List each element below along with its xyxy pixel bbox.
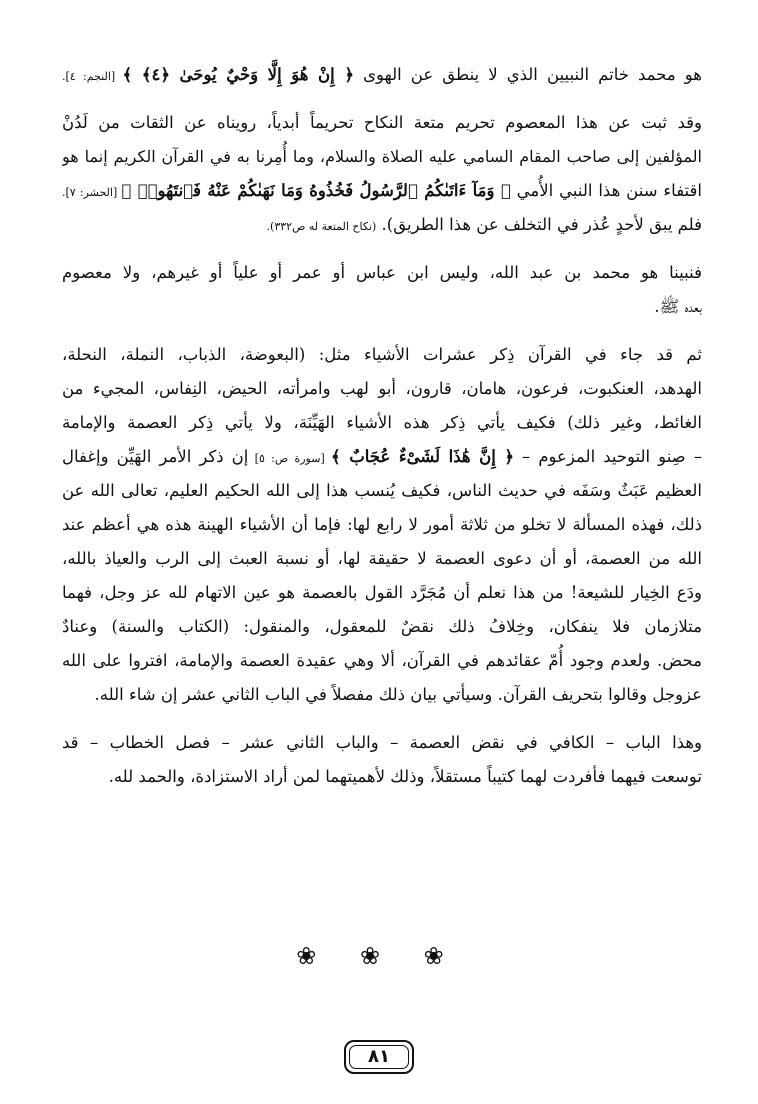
text-line bbox=[62, 440, 702, 474]
text-run: وهذا الباب – الكافي في نقض العصمة – والباب الثاني عشر – فصل الخطاب – قد bbox=[62, 733, 702, 752]
text-line bbox=[62, 106, 702, 140]
text-run: الله من العصمة، أو أن دعوى العصمة لا حقيقة لها، أو نسبة العبث إلى الرب والعياذ بالله، bbox=[62, 549, 702, 568]
text-run: اقتفاء سنن هذا النبي الأُمي bbox=[510, 181, 702, 200]
text-run: المؤلفين إلى صاحب المقام السامي عليه الصلاة والسلام، وما أُمِرنا به في القرآن الكريم إنما هو bbox=[62, 147, 702, 166]
text-run: عزوجل وقالوا بتحريف القرآن. وسيأتي بيان ذلك مفصلاً في الباب الثاني عشر إن شاء الله. bbox=[94, 685, 702, 704]
quran-verse: ﴿ إِنْ هُوَ إِلَّا وَحْيٌ يُوحَىٰ ﴿٤﴾ ﴾ bbox=[122, 65, 354, 84]
paragraph bbox=[62, 256, 702, 324]
text-line bbox=[62, 372, 702, 406]
citation: [سورة ص: ٥] bbox=[248, 452, 332, 465]
section-divider-ornaments: ❀ ❀ ❀ bbox=[296, 942, 462, 970]
text-run: توسعت فيهما فأفردت لهما كتيباً مستقلاً، وذلك لأهميتهما لمن أراد الاستزادة، والحمد لله. bbox=[108, 767, 702, 786]
text-run: إن ذكر الأمر الهَيِّن وإغفال bbox=[62, 447, 249, 466]
text-run: ذلك، فهذه المسألة لا تخلو من ثلاثة أمور لا رابع لها: فإما أن الأشياء الهينة هذه هي أعظم عند bbox=[62, 515, 702, 534]
text-line bbox=[62, 726, 702, 760]
paragraph bbox=[62, 106, 702, 242]
quran-verse: ﴿ وَمَآ ءَاتَىٰكُمُ ٱلرَّسُولُ فَخُذُوهُ وَمَا نَهَىٰكُمْ عَنْهُ فَٱنتَهُوا۟ ﴾ bbox=[121, 181, 511, 200]
text-line bbox=[62, 474, 702, 508]
text-line bbox=[62, 610, 702, 644]
citation: [الحشر: ٧]. bbox=[62, 186, 122, 199]
text-line bbox=[62, 678, 702, 712]
text-line bbox=[62, 338, 702, 372]
text-line bbox=[62, 174, 702, 208]
text-line bbox=[62, 290, 702, 324]
text-run: فلم يبق لأحدٍ عُذر في التخلف عن هذا الطريق). bbox=[376, 215, 702, 234]
text-line bbox=[62, 542, 702, 576]
text-run: متلازمان فلا ينفكان، وخِلافُ ذلك نقضٌ للمعقول، والمنقول: (الكتاب والسنة) وعنادٌ bbox=[62, 617, 702, 636]
text-run: محض. ولعدم وجود أُمّ عقائدهم في القرآن، ألا وهي عقيدة العصمة والإمامة، افتروا على الله bbox=[62, 651, 702, 670]
quran-verse: ﴿ إِنَّ هَٰذَا لَشَىْءٌ عُجَابٌ ﴾ bbox=[331, 447, 514, 466]
text-run: – صِنو التوحيد المزعوم – bbox=[514, 447, 702, 466]
text-run: الهدهد، العنكبوت، فرعون، هامان، قارون، أبو لهب وامرأته، الحيض، النِفاس، المجيء من bbox=[62, 379, 702, 398]
text-line bbox=[62, 508, 702, 542]
page-body bbox=[62, 58, 702, 808]
paragraph bbox=[62, 338, 702, 712]
citation: (نكاح المتعة له ص٣٣٢). bbox=[266, 220, 377, 233]
page-number: ٨١ bbox=[368, 1046, 390, 1067]
text-run: فنبينا هو محمد بن عبد الله، وليس ابن عباس أو عمر أو علياً أو غيرهم، ولا معصوم bbox=[62, 263, 702, 282]
text-line bbox=[62, 208, 702, 242]
text-run: ودَع الخِيار للشيعة! من هذا نعلم أن مُجَرَّد القول بالعصمة هو عين الاتهام لله عز وجل، فهما bbox=[62, 583, 702, 602]
text-line bbox=[62, 760, 702, 794]
text-line bbox=[62, 644, 702, 678]
paragraph bbox=[62, 58, 702, 92]
paragraph bbox=[62, 726, 702, 794]
text-run: ثم قد جاء في القرآن ذِكر عشرات الأشياء مثل: (البعوضة، الذباب، النملة، النحلة، bbox=[62, 345, 702, 364]
text-line bbox=[62, 58, 702, 92]
text-run: وقد ثبت عن هذا المعصوم تحريم متعة النكاح تحريماً أبدياً، رويناه عن الثقات من لَدُنْ bbox=[62, 113, 702, 132]
text-run: بعده ﷺ. bbox=[654, 297, 702, 316]
citation: [النجم: ٤]. bbox=[62, 70, 123, 83]
text-line bbox=[62, 140, 702, 174]
text-line bbox=[62, 256, 702, 290]
text-run: الغائط، وغير ذلك) فكيف يأتي ذِكر هذه الأشياء الهَيِّنَة، ولا يأتي ذِكر العصمة والإمامة bbox=[62, 413, 702, 432]
text-line bbox=[62, 576, 702, 610]
text-run: العظيم عَبَثٌ وسَفَه في حديث الناس، فكيف يُنسب هذا إلى الله الحكيم العليم، تعالى الله عن bbox=[62, 481, 702, 500]
text-line bbox=[62, 406, 702, 440]
page-number-frame bbox=[344, 1040, 414, 1074]
text-run: هو محمد خاتم النبيين الذي لا ينطق عن الهوى bbox=[354, 65, 702, 84]
